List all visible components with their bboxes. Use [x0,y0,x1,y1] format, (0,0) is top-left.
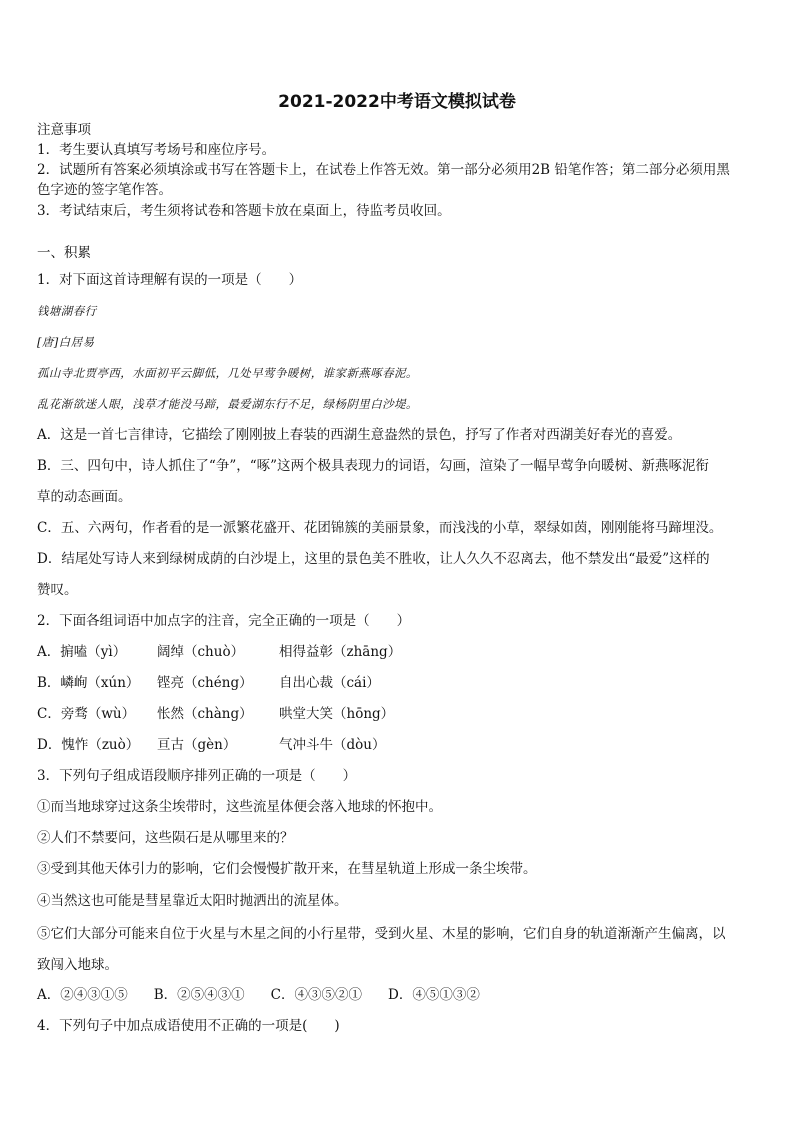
q1-option-d: D．结尾处写诗人来到绿树成荫的白沙堤上，这里的景色美不胜收，让人久久不忍离去，他不禁发出“最爱”这样的 [37,551,710,567]
q2-word: 相得益彰（zhāng） [279,644,402,660]
q2-word: 亘古（gèn） [157,737,237,753]
q2-word: D．愧怍（zuò） [37,737,140,753]
notice-item: 3．考试结束后，考生须将试卷和答题卡放在桌面上，待监考员收回。 [37,203,451,219]
q1-option-c: C．五、六两句，作者看的是一派繁花盛开、花团锦簇的美丽景象，而浅浅的小草，翠绿如茵，刚刚能将马蹄埋没。 [37,520,723,536]
q3-sentence: ④当然这也可能是彗星靠近太阳时抛洒出的流星体。 [37,893,348,909]
question-4-stem: 4．下列句子中加点成语使用不正确的一项是( ) [37,1018,340,1034]
q3-sentence: ⑤它们大部分可能来自位于火星与木星之间的小行星带，受到火星、木星的影响，它们自身的轨道渐渐产生偏离，以 [37,926,726,942]
q2-word: 气冲斗牛（dòu） [279,737,386,753]
q1-option-d-cont: 赞叹。 [37,582,78,598]
q3-sentence-cont: 致闯入地球。 [37,957,118,973]
poem-title: 钱塘湖春行 [37,304,97,318]
q2-word: A．掮嗑（yì） [37,644,127,660]
question-1-stem: 1．对下面这首诗理解有误的一项是（ ） [37,272,303,288]
notice-item: 2．试题所有答案必须填涂或书写在答题卡上，在试卷上作答无效。第一部分必须用2B 铅笔作答；第二部分必须用黑 [37,162,730,178]
q2-word: 自出心裁（cái） [279,675,380,691]
question-2-stem: 2．下面各组词语中加点字的注音，完全正确的一项是（ ） [37,613,411,629]
q2-option-c [37,704,394,724]
q3-sentence: ①而当地球穿过这条尘埃带时，这些流星体便会落入地球的怀抱中。 [37,799,442,815]
section-heading: 一、积累 [37,245,91,261]
q3-choice-a: A．②④③①⑤ [37,987,128,1003]
q2-word: C．旁骛（wù） [37,706,136,722]
notice-item: 色字迹的签字笔作答。 [37,182,172,198]
q3-sentence: ②人们不禁要问，这些陨石是从哪里来的？ [37,830,294,846]
notice-heading: 注意事项 [37,122,91,138]
poem-line: 乱花渐欲迷人眼，浅草才能没马蹄，最爱湖东行不足，绿杨阴里白沙堤。 [37,397,418,411]
page-title: 2021-2022中考语文模拟试卷 [278,92,516,112]
q3-sentence: ③受到其他天体引力的影响，它们会慢慢扩散开来，在彗星轨道上形成一条尘埃带。 [37,861,537,877]
notice-item: 1．考生要认真填写考场号和座位序号。 [37,142,276,158]
q3-choices [37,985,506,1005]
q1-option-a: A．这是一首七言律诗，它描绘了刚刚披上春装的西湖生意盎然的景色，抒写了作者对西湖美好春光的喜爱。 [37,427,682,443]
q1-option-b-cont: 草的动态画面。 [37,489,132,505]
q1-option-b: B．三、四句中，诗人抓住了“争”，“啄”这两个极具表现力的词语，勾画，渲染了一幅早莺争向暖树、新燕啄泥衔 [37,458,710,474]
poem-author: [唐]白居易 [37,335,95,349]
q2-word: 铿亮（chéng） [157,675,253,691]
q3-choice-b: B．②⑤④③① [153,987,245,1003]
q3-choice-d: D．④⑤①③② [388,987,480,1003]
q2-word: B．嶙峋（xún） [37,675,140,691]
q2-option-b [37,673,380,693]
q2-word: 哄堂大笑（hōng） [279,706,395,722]
q2-word: 阔绰（chuò） [157,644,245,660]
q3-choice-c: C．④③⑤②① [270,987,363,1003]
question-3-stem: 3．下列句子组成语段顺序排列正确的一项是（ ） [37,768,357,784]
poem-line: 孤山寺北贾亭西，水面初平云脚低，几处早莺争暖树，谁家新燕啄春泥。 [37,366,418,380]
q2-option-d [37,735,385,755]
q2-word: 怅然（chàng） [157,706,253,722]
q2-option-a [37,642,401,662]
